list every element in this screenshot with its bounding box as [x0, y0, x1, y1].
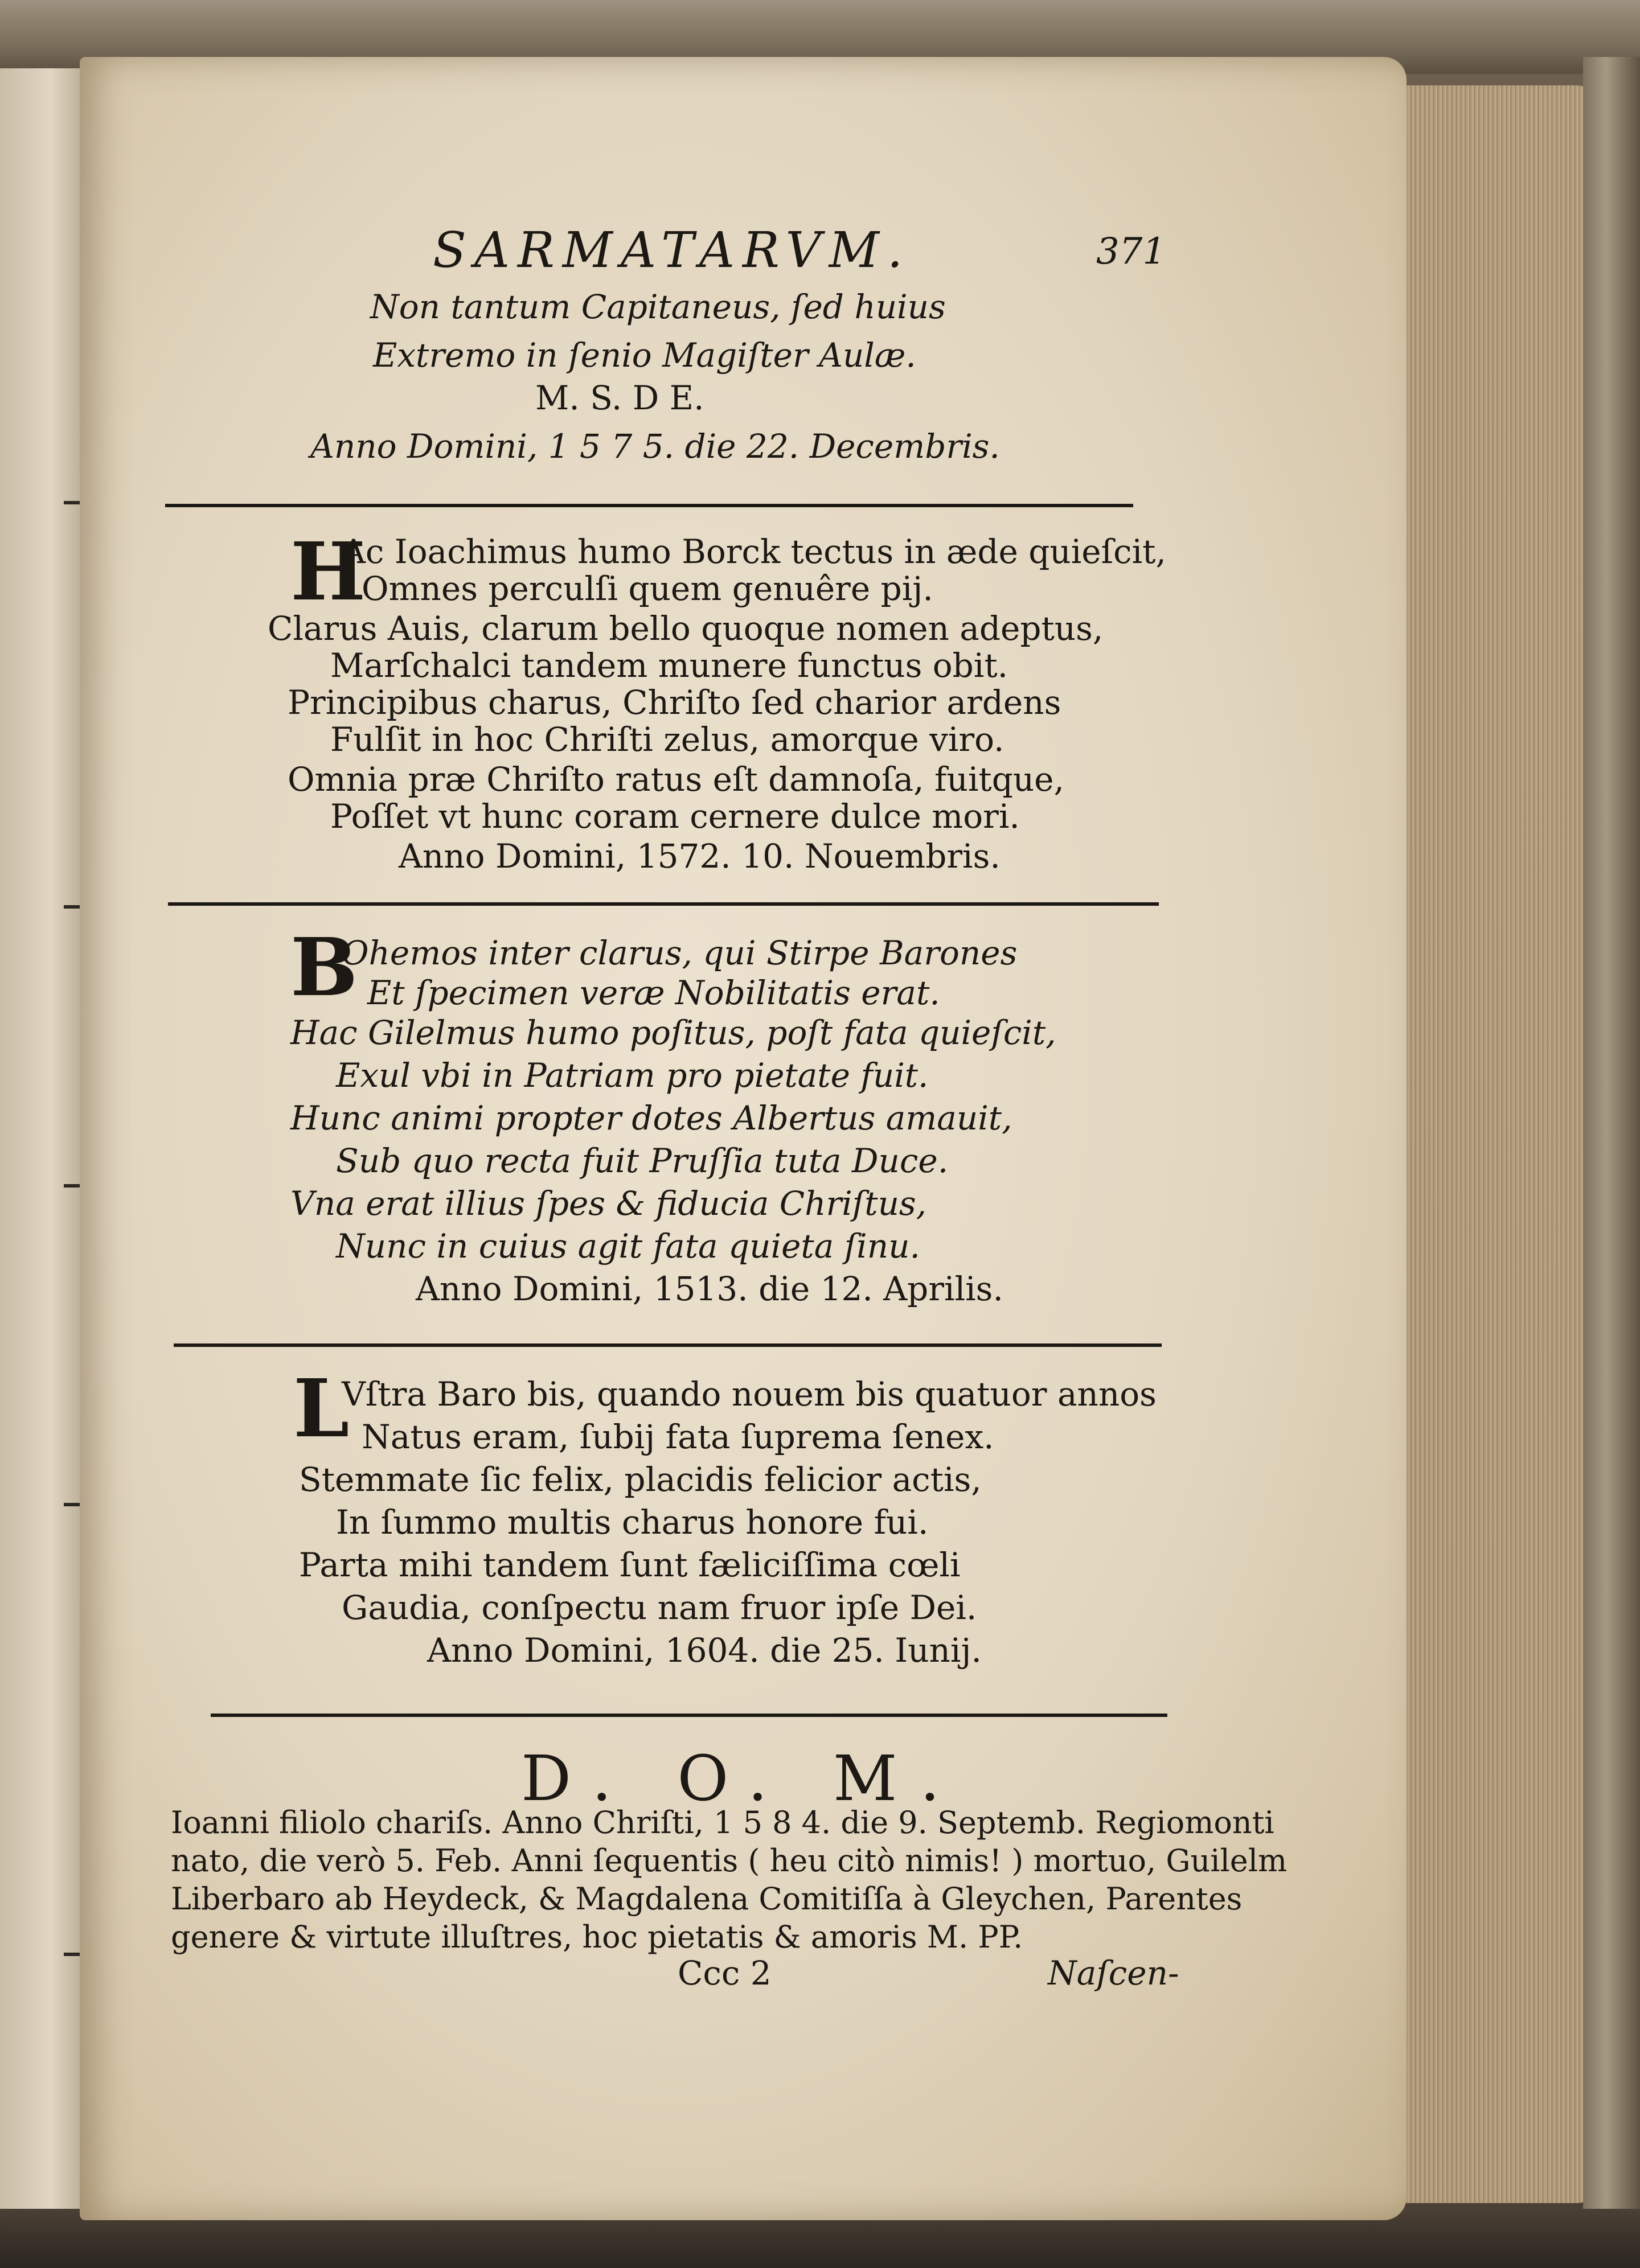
epitaph-top-line: Anno Domini, 1 5 7 5. die 22. Decembris.	[310, 427, 1000, 466]
epitaph-2-line: Sub quo recta fuit Pruſſia tuta Duce.	[336, 1141, 949, 1180]
epitaph-1-line: Ac Ioachimus humo Borck tectus in æde quieſcit,	[342, 532, 1166, 571]
epitaph-3-line: Stemmate ſic felix, placidis felicior actis,	[299, 1460, 982, 1499]
epitaph-2-line: Et ſpecimen veræ Nobilitatis erat.	[367, 973, 940, 1012]
epitaph-3-line: Natus eram, ſubij fata ſuprema ſenex.	[362, 1418, 994, 1456]
epitaph-1-line: Fulſit in hoc Chriſti zelus, amorque viro.	[330, 720, 1004, 759]
dedication-line: Liberbaro ab Heydeck, & Magdalena Comitiſſa à Gleychen, Parentes	[171, 1881, 1243, 1917]
epitaph-top-line: M. S. D E.	[535, 379, 704, 417]
epitaph-1-line: Marſchalci tandem munere functus obit.	[330, 646, 1008, 685]
running-title: SARMATARVM.	[433, 222, 911, 279]
epitaph-3-line: In ſummo multis charus honore fui.	[336, 1503, 929, 1542]
dedication-line: genere & virtute illuſtres, hoc pietatis & amoris M. PP.	[171, 1919, 1023, 1955]
epitaph-2-line: Nunc in cuius agit fata quieta ſinu.	[336, 1227, 920, 1266]
epitaph-3-line: Vſtra Baro bis, quando nouem bis quatuor annos	[342, 1375, 1157, 1414]
book-cover-edge	[1583, 57, 1640, 2268]
epitaph-2-line: Hunc animi propter dotes Albertus amauit,	[290, 1099, 1012, 1137]
epitaph-3-line: Gaudia, conſpectu nam fruor ipſe Dei.	[342, 1588, 977, 1627]
epitaph-top-line: Extremo in ſenio Magiſter Aulæ.	[373, 336, 916, 375]
epitaph-2-date: Anno Domini, 1513. die 12. Aprilis.	[416, 1269, 1003, 1308]
catchword: Naſcen-	[1048, 1954, 1179, 1992]
page-number: 371	[1096, 231, 1166, 273]
drop-initial: L	[293, 1362, 350, 1456]
epitaph-3-line: Parta mihi tandem ſunt fæliciſſima cœli	[299, 1546, 961, 1584]
dedication-heading: D. O. M.	[521, 1742, 963, 1815]
epitaph-1-line: Principibus charus, Chriſto ſed charior ardens	[288, 683, 1061, 722]
section-rule	[174, 1343, 1162, 1347]
signature-mark: Ccc 2	[678, 1954, 772, 1992]
epitaph-2-line: Hac Gilelmus humo poſitus, poſt fata quieſcit,	[290, 1013, 1056, 1052]
section-rule	[165, 504, 1133, 507]
drop-initial: B	[290, 921, 358, 1014]
left-page-edge	[0, 68, 88, 2243]
epitaph-2-line: Ohemos inter clarus, qui Stirpe Barones	[342, 934, 1018, 972]
epitaph-1-line: Poſſet vt hunc coram cernere dulce mori.	[330, 797, 1020, 836]
epitaph-3-date: Anno Domini, 1604. die 25. Iunij.	[427, 1631, 982, 1670]
epitaph-top-line: Non tantum Capitaneus, ſed huius	[370, 287, 946, 326]
epitaph-1-line: Clarus Auis, clarum bello quoque nomen adeptus,	[268, 609, 1104, 648]
drop-initial: H	[290, 525, 366, 619]
section-rule	[168, 902, 1159, 906]
epitaph-1-line: Omnia præ Chriſto ratus eſt damnoſa, fuitque,	[288, 760, 1064, 799]
epitaph-2-line: Exul vbi in Patriam pro pietate fuit.	[336, 1056, 929, 1095]
section-rule	[211, 1714, 1167, 1717]
epitaph-1-line: Omnes perculſi quem genuêre pij.	[362, 569, 933, 608]
epitaph-1-date: Anno Domini, 1572. 10. Nouembris.	[399, 837, 1001, 876]
dedication-line: nato, die verò 5. Feb. Anni ſequentis ( heu citò nimis! ) mortuo, Guilelm	[171, 1843, 1288, 1879]
epitaph-2-line: Vna erat illius ſpes & fiducia Chriſtus,	[290, 1184, 927, 1223]
dedication-line: Ioanni filiolo chariſs. Anno Chriſti, 1 5 8 4. die 9. Septemb. Regiomonti	[171, 1805, 1274, 1840]
